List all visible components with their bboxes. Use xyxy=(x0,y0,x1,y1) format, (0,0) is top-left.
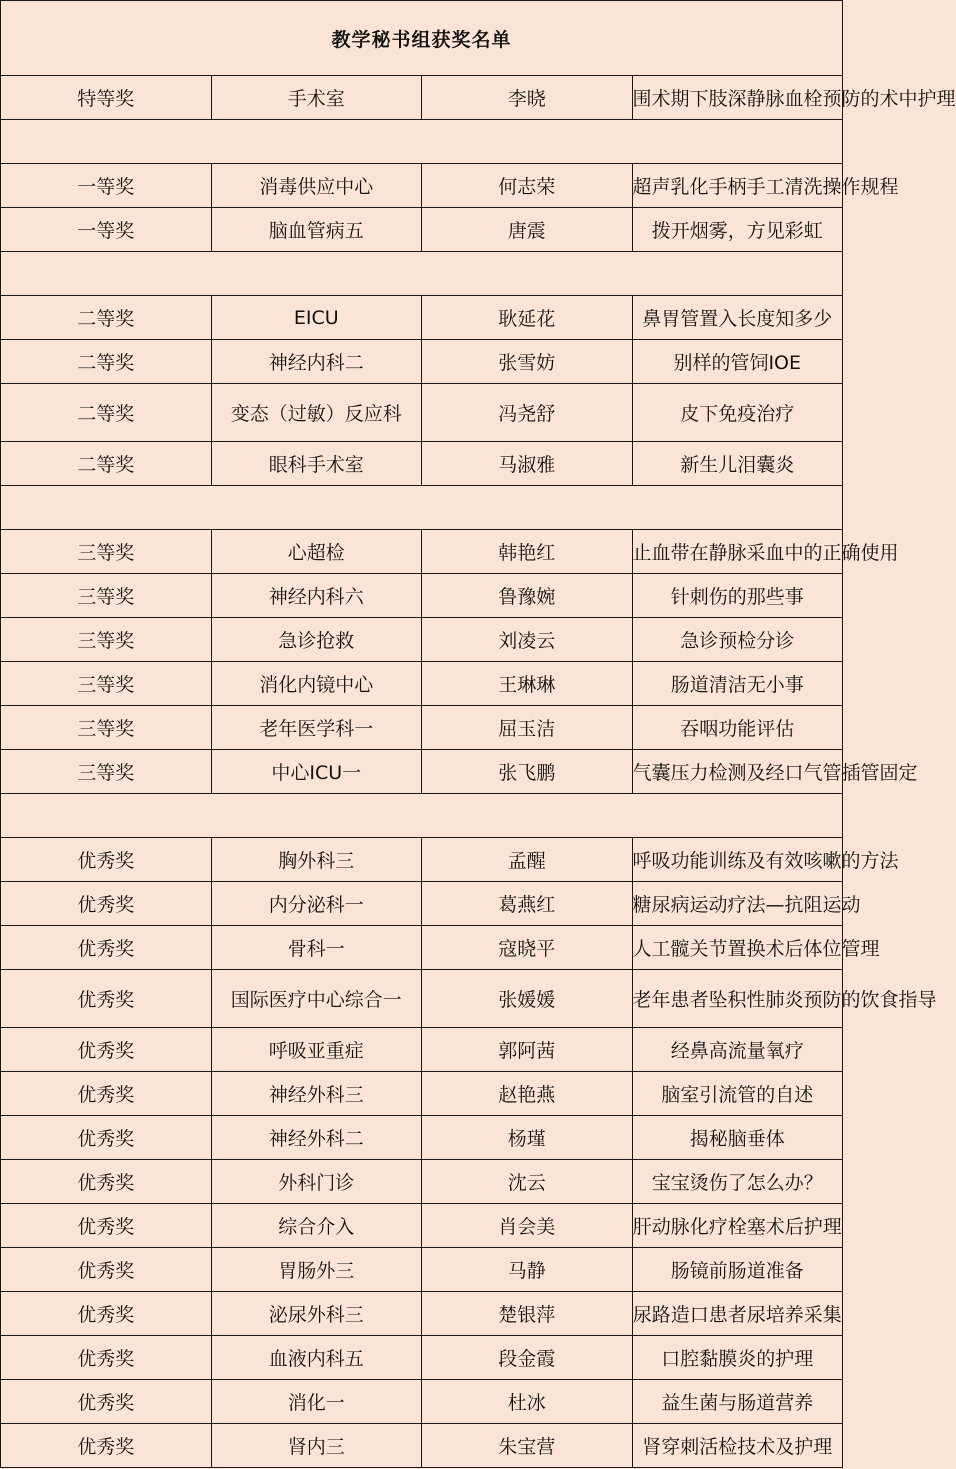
topic-cell: 益生菌与肠道营养 xyxy=(632,1380,843,1424)
award-level-cell: 优秀奖 xyxy=(1,1160,212,1204)
table-row xyxy=(1,1072,843,1116)
table-row xyxy=(1,384,843,442)
topic-cell: 糖尿病运动疗法—抗阻运动 xyxy=(632,882,843,926)
winner-name-cell: 何志荣 xyxy=(422,164,633,208)
department-cell: 骨科一 xyxy=(211,926,422,970)
department-cell: 神经外科二 xyxy=(211,1116,422,1160)
department-cell: 肾内三 xyxy=(211,1424,422,1468)
spacer-cell xyxy=(1,252,843,296)
department-cell: 神经内科六 xyxy=(211,574,422,618)
table-row xyxy=(1,296,843,340)
table-row xyxy=(1,1380,843,1424)
topic-cell: 止血带在静脉采血中的正确使用 xyxy=(632,530,843,574)
winner-name-cell: 郭阿茜 xyxy=(422,1028,633,1072)
topic-cell: 肠镜前肠道准备 xyxy=(632,1248,843,1292)
winner-name-cell: 张飞鹏 xyxy=(422,750,633,794)
winner-name-cell: 李晓 xyxy=(422,76,633,120)
table-row xyxy=(1,1028,843,1072)
section-spacer-row xyxy=(1,252,843,296)
award-level-cell: 优秀奖 xyxy=(1,1292,212,1336)
department-cell: 外科门诊 xyxy=(211,1160,422,1204)
topic-cell: 吞咽功能评估 xyxy=(632,706,843,750)
topic-cell: 肝动脉化疗栓塞术后护理 xyxy=(632,1204,843,1248)
winner-name-cell: 王琳琳 xyxy=(422,662,633,706)
award-level-cell: 三等奖 xyxy=(1,706,212,750)
topic-cell: 针刺伤的那些事 xyxy=(632,574,843,618)
award-level-cell: 三等奖 xyxy=(1,662,212,706)
topic-cell: 呼吸功能训练及有效咳嗽的方法 xyxy=(632,838,843,882)
winner-name-cell: 寇晓平 xyxy=(422,926,633,970)
winner-name-cell: 杨瑾 xyxy=(422,1116,633,1160)
topic-cell: 别样的管饲IOE xyxy=(632,340,843,384)
department-cell: 老年医学科一 xyxy=(211,706,422,750)
department-cell: 消化内镜中心 xyxy=(211,662,422,706)
award-level-cell: 二等奖 xyxy=(1,340,212,384)
topic-cell: 经鼻高流量氧疗 xyxy=(632,1028,843,1072)
department-cell: 综合介入 xyxy=(211,1204,422,1248)
table-row xyxy=(1,1336,843,1380)
table-row xyxy=(1,574,843,618)
spacer-cell xyxy=(1,486,843,530)
department-cell: 血液内科五 xyxy=(211,1336,422,1380)
award-level-cell: 特等奖 xyxy=(1,76,212,120)
topic-cell: 肾穿刺活检技术及护理 xyxy=(632,1424,843,1468)
award-level-cell: 一等奖 xyxy=(1,164,212,208)
topic-cell: 围术期下肢深静脉血栓预防的术中护理 xyxy=(632,76,843,120)
table-row xyxy=(1,882,843,926)
spacer-cell xyxy=(1,120,843,164)
winner-name-cell: 葛燕红 xyxy=(422,882,633,926)
winner-name-cell: 屈玉洁 xyxy=(422,706,633,750)
topic-cell: 宝宝烫伤了怎么办？ xyxy=(632,1160,843,1204)
table-row xyxy=(1,926,843,970)
winner-name-cell: 孟醒 xyxy=(422,838,633,882)
winner-name-cell: 刘凌云 xyxy=(422,618,633,662)
department-cell: 消毒供应中心 xyxy=(211,164,422,208)
topic-cell: 拨开烟雾，方见彩虹 xyxy=(632,208,843,252)
table-row xyxy=(1,76,843,120)
topic-cell: 新生儿泪囊炎 xyxy=(632,442,843,486)
table-row xyxy=(1,1160,843,1204)
award-level-cell: 二等奖 xyxy=(1,442,212,486)
department-cell: 心超检 xyxy=(211,530,422,574)
topic-cell: 口腔黏膜炎的护理 xyxy=(632,1336,843,1380)
award-level-cell: 优秀奖 xyxy=(1,1336,212,1380)
winner-name-cell: 朱宝营 xyxy=(422,1424,633,1468)
award-level-cell: 优秀奖 xyxy=(1,1204,212,1248)
award-level-cell: 优秀奖 xyxy=(1,1424,212,1468)
department-cell: 呼吸亚重症 xyxy=(211,1028,422,1072)
winner-name-cell: 杜冰 xyxy=(422,1380,633,1424)
winner-name-cell: 肖会美 xyxy=(422,1204,633,1248)
topic-cell: 揭秘脑垂体 xyxy=(632,1116,843,1160)
winner-name-cell: 马淑雅 xyxy=(422,442,633,486)
table-row xyxy=(1,618,843,662)
table-row xyxy=(1,750,843,794)
award-level-cell: 三等奖 xyxy=(1,530,212,574)
department-cell: 变态（过敏）反应科 xyxy=(211,384,422,442)
table-row xyxy=(1,838,843,882)
table-row xyxy=(1,164,843,208)
winner-name-cell: 冯尧舒 xyxy=(422,384,633,442)
topic-cell: 尿路造口患者尿培养采集 xyxy=(632,1292,843,1336)
winner-name-cell: 张雪妨 xyxy=(422,340,633,384)
section-spacer-row xyxy=(1,486,843,530)
table-row xyxy=(1,1292,843,1336)
department-cell: 神经外科三 xyxy=(211,1072,422,1116)
topic-cell: 鼻胃管置入长度知多少 xyxy=(632,296,843,340)
winner-name-cell: 赵艳燕 xyxy=(422,1072,633,1116)
award-level-cell: 二等奖 xyxy=(1,296,212,340)
topic-cell: 脑室引流管的自述 xyxy=(632,1072,843,1116)
table-row xyxy=(1,1424,843,1468)
page-title: 教学秘书组获奖名单 xyxy=(1,1,843,76)
spacer-cell xyxy=(1,794,843,838)
topic-cell: 气囊压力检测及经口气管插管固定 xyxy=(632,750,843,794)
award-level-cell: 二等奖 xyxy=(1,384,212,442)
winner-name-cell: 马静 xyxy=(422,1248,633,1292)
department-cell: 神经内科二 xyxy=(211,340,422,384)
department-cell: 急诊抢救 xyxy=(211,618,422,662)
award-table-body xyxy=(1,1,956,1468)
award-level-cell: 三等奖 xyxy=(1,750,212,794)
winner-name-cell: 唐震 xyxy=(422,208,633,252)
department-cell: 脑血管病五 xyxy=(211,208,422,252)
department-cell: 胸外科三 xyxy=(211,838,422,882)
topic-cell: 急诊预检分诊 xyxy=(632,618,843,662)
award-level-cell: 三等奖 xyxy=(1,574,212,618)
table-row xyxy=(1,970,843,1028)
table-row xyxy=(1,1116,843,1160)
winner-name-cell: 韩艳红 xyxy=(422,530,633,574)
department-cell: 国际医疗中心综合一 xyxy=(211,970,422,1028)
award-level-cell: 一等奖 xyxy=(1,208,212,252)
award-level-cell: 优秀奖 xyxy=(1,1380,212,1424)
winner-name-cell: 段金霞 xyxy=(422,1336,633,1380)
department-cell: 中心ICU一 xyxy=(211,750,422,794)
table-row xyxy=(1,208,843,252)
table-row xyxy=(1,1248,843,1292)
table-row xyxy=(1,1204,843,1248)
winner-name-cell: 鲁豫婉 xyxy=(422,574,633,618)
topic-cell: 超声乳化手柄手工清洗操作规程 xyxy=(632,164,843,208)
section-spacer-row xyxy=(1,794,843,838)
table-row xyxy=(1,662,843,706)
department-cell: 眼科手术室 xyxy=(211,442,422,486)
winner-name-cell: 耿延花 xyxy=(422,296,633,340)
winner-name-cell: 楚银萍 xyxy=(422,1292,633,1336)
topic-cell: 老年患者坠积性肺炎预防的饮食指导 xyxy=(632,970,843,1028)
award-level-cell: 三等奖 xyxy=(1,618,212,662)
table-row xyxy=(1,706,843,750)
table-row xyxy=(1,530,843,574)
award-level-cell: 优秀奖 xyxy=(1,1248,212,1292)
department-cell: 胃肠外三 xyxy=(211,1248,422,1292)
section-spacer-row xyxy=(1,120,843,164)
topic-cell: 肠道清洁无小事 xyxy=(632,662,843,706)
title-row xyxy=(1,1,843,76)
department-cell: 消化一 xyxy=(211,1380,422,1424)
table-row xyxy=(1,442,843,486)
winner-name-cell: 沈云 xyxy=(422,1160,633,1204)
department-cell: 泌尿外科三 xyxy=(211,1292,422,1336)
award-level-cell: 优秀奖 xyxy=(1,926,212,970)
topic-cell: 皮下免疫治疗 xyxy=(632,384,843,442)
award-level-cell: 优秀奖 xyxy=(1,970,212,1028)
department-cell: 手术室 xyxy=(211,76,422,120)
department-cell: EICU xyxy=(211,296,422,340)
table-row xyxy=(1,340,843,384)
award-level-cell: 优秀奖 xyxy=(1,1028,212,1072)
department-cell: 内分泌科一 xyxy=(211,882,422,926)
award-level-cell: 优秀奖 xyxy=(1,882,212,926)
award-level-cell: 优秀奖 xyxy=(1,838,212,882)
award-level-cell: 优秀奖 xyxy=(1,1116,212,1160)
winner-name-cell: 张媛媛 xyxy=(422,970,633,1028)
award-level-cell: 优秀奖 xyxy=(1,1072,212,1116)
topic-cell: 人工髋关节置换术后体位管理 xyxy=(632,926,843,970)
